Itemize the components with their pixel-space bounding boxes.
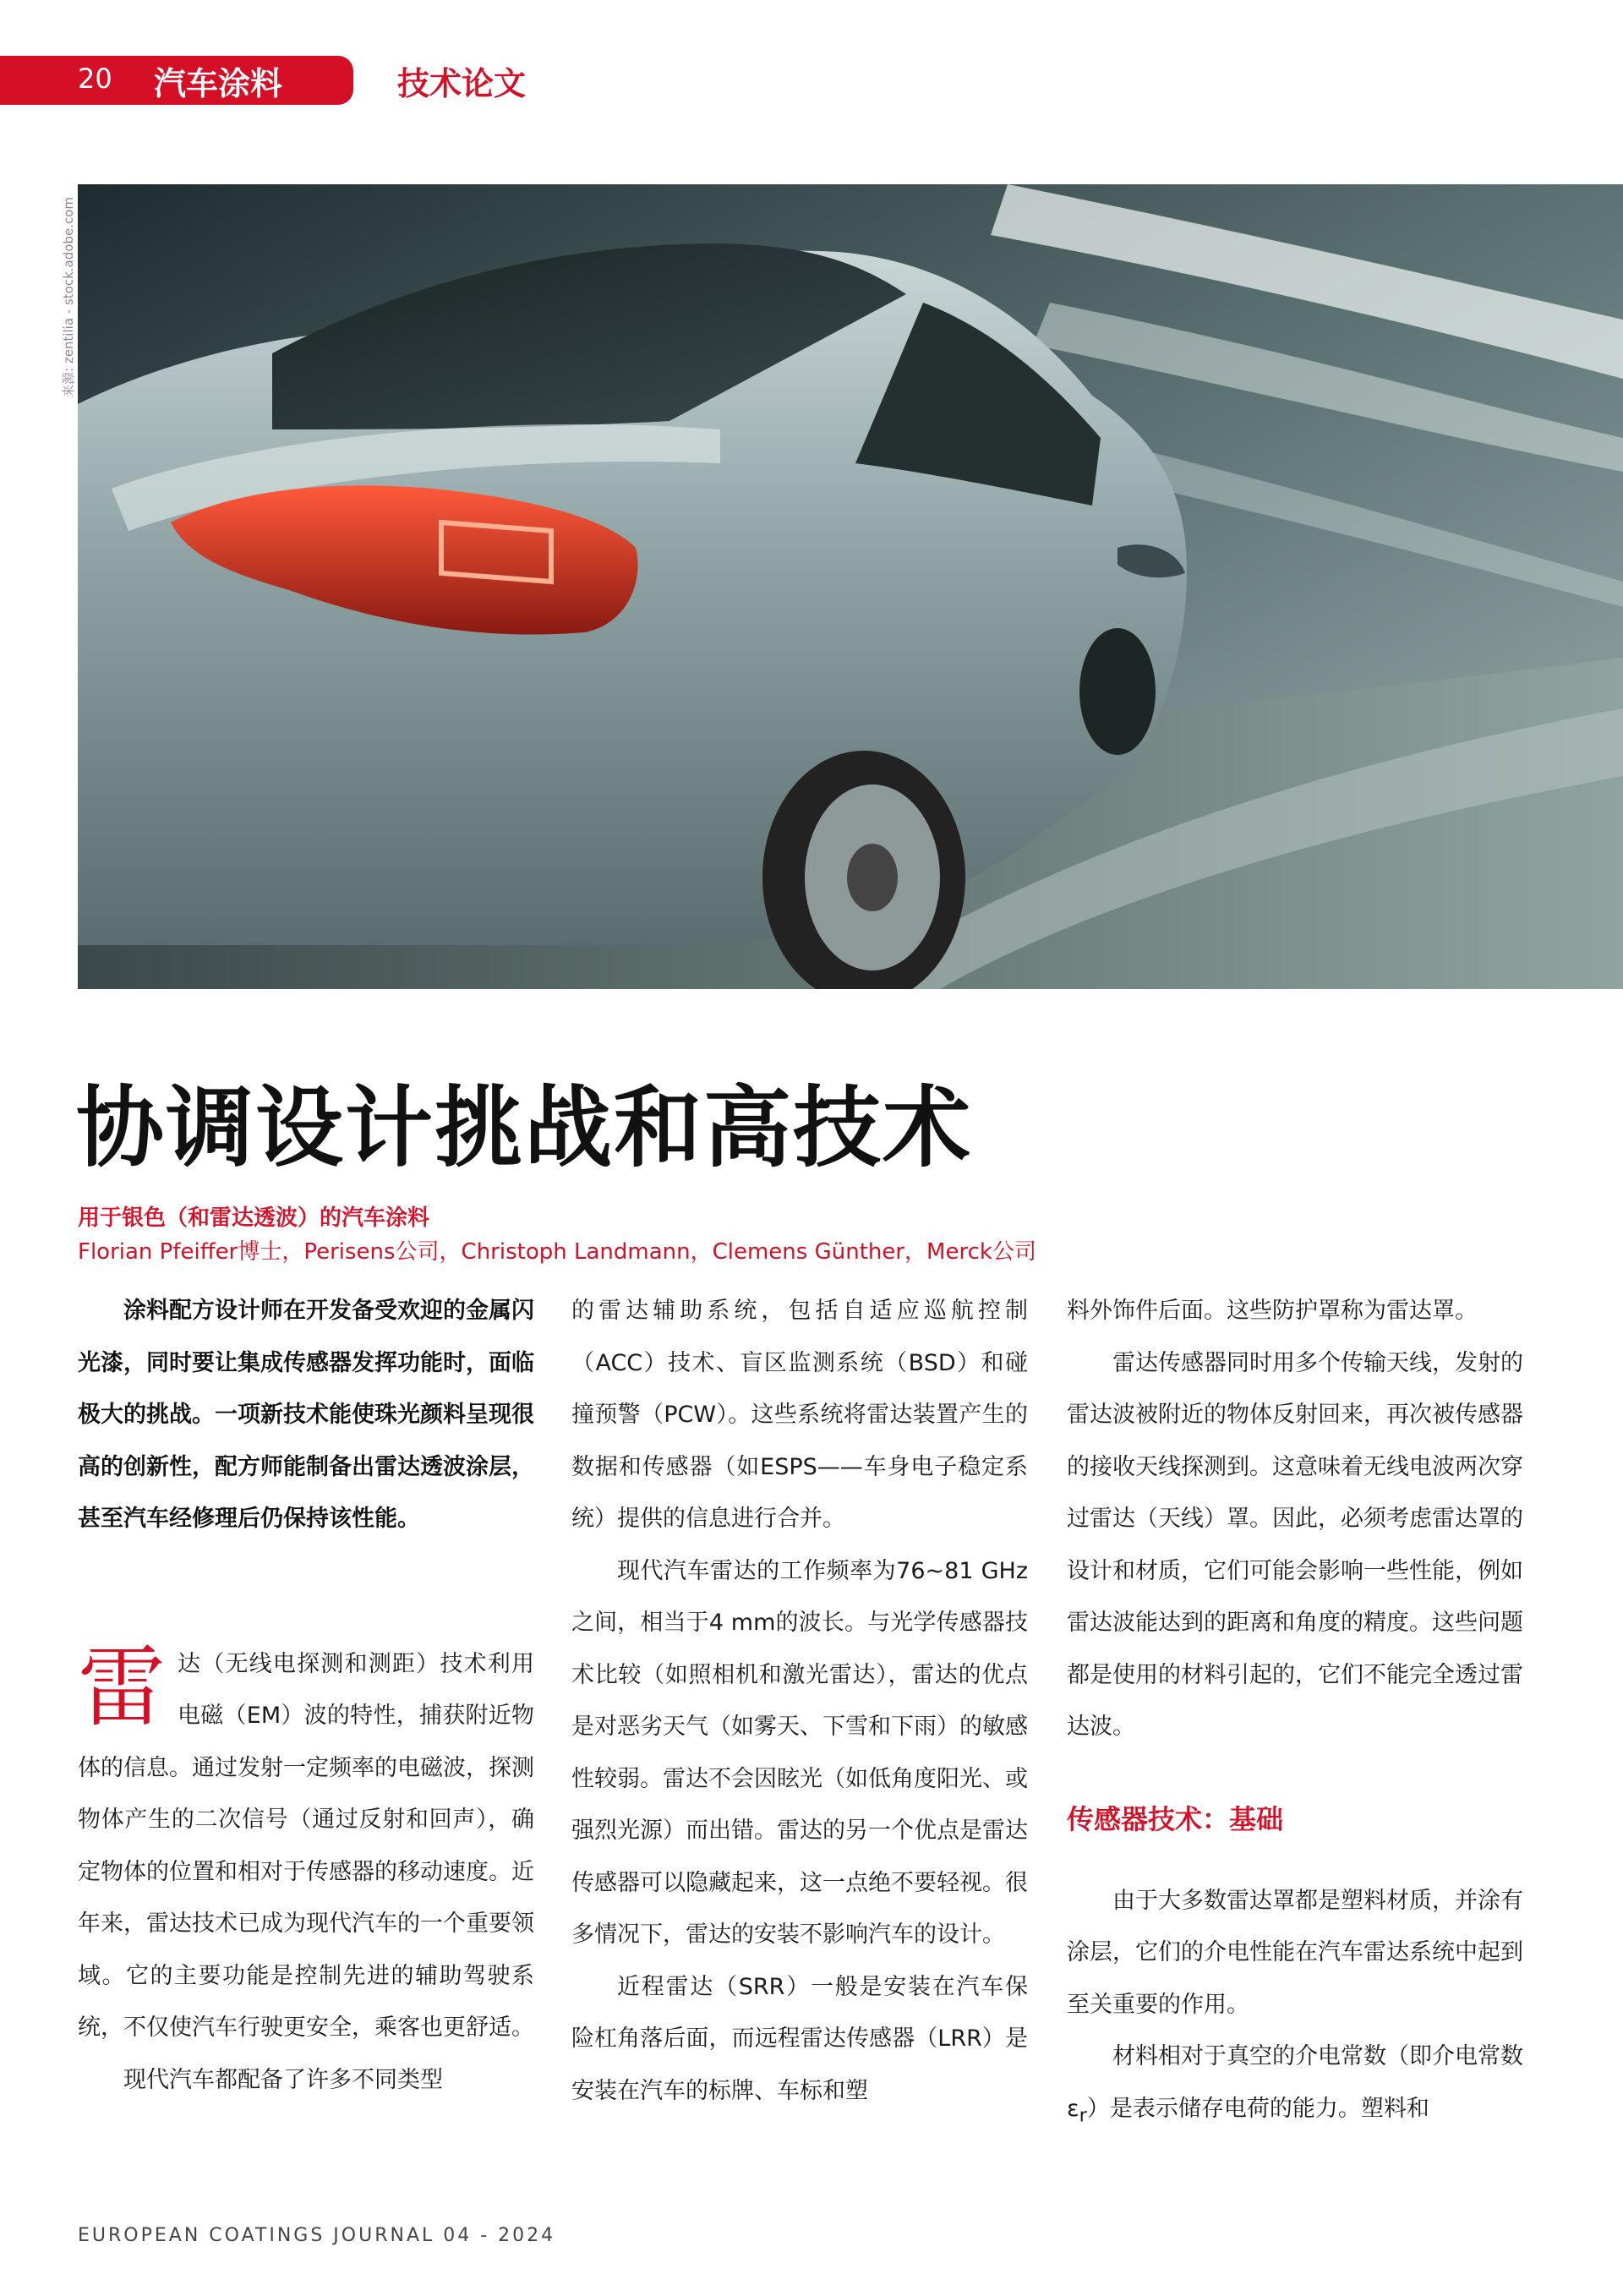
body-paragraph: 现代汽车雷达的工作频率为76~81 GHz之间，相当于4 mm的波长。与光学传感器技术比较（如照相机和激光雷达），雷达的优点是对恶劣天气（如雾天、下雪和下雨）的敏感性较弱。雷达不会因眩光（如低角度阳光、或强烈光源）而出错。雷达的另一个优点是雷达传感器可以隐藏起来，这一点绝不要轻视。很多情况下，雷达的安装不影响汽车的设计。 — [571, 1557, 1028, 1948]
footer-journal: EUROPEAN COATINGS JOURNAL 04 - 2024 — [78, 2225, 556, 2246]
car-illustration — [78, 184, 1623, 989]
dropcap-letter: 雷 — [78, 1635, 167, 1739]
subscript-r: r — [1079, 2103, 1087, 2126]
dropcap-paragraph — [78, 1635, 534, 2054]
image-credit — [59, 186, 76, 397]
section-label: 技术论文 — [397, 65, 527, 102]
page-number: 20 — [78, 63, 112, 95]
article-authors: Florian Pfeiffer博士，Perisens公司，Christoph Landmann，Clemens Günther，Merck公司 — [78, 1239, 1036, 1265]
lead-paragraph: 涂料配方设计师在开发备受欢迎的金属闪光漆，同时要让集成传感器发挥功能时，面临极大的挑战。一项新技术能使珠光颜料呈现很高的创新性，配方师能制备出雷达透波涂层，甚至汽车经修理后仍保持该性能。 — [78, 1298, 534, 1532]
body-paragraph: 雷达传感器同时用多个传输天线，发射的雷达波被附近的物体反射回来，再次被传感器的接收天线探测到。这意味着无线电波两次穿过雷达（天线）罩。因此，必须考虑雷达罩的设计和材质，它们可能会影响一些性能，例如雷达波能达到的距离和角度的精度。这些问题都是使用的材料引起的，它们不能完全透过雷达波。 — [1067, 1349, 1523, 1740]
magazine-name: 汽车涂料 — [154, 65, 283, 102]
section-heading: 传感器技术：基础 — [1067, 1802, 1284, 1835]
body-paragraph: 由于大多数雷达罩都是塑料材质，并涂有涂层，它们的介电性能在汽车雷达系统中起到至关重要的作用。 — [1067, 1887, 1523, 2018]
column-3 — [1067, 1285, 1523, 2141]
article-title: 协调设计挑战和高技术 — [76, 1076, 973, 1179]
article-subtitle: 用于银色（和雷达透波）的汽车涂料 — [78, 1205, 430, 1231]
body-paragraph — [1067, 2031, 1523, 2141]
body-text: 材料相对于真空的介电常数（即介电常数 ε — [1067, 2043, 1523, 2122]
lead-spacer — [78, 1545, 534, 1638]
column-2 — [571, 1285, 1028, 2117]
body-paragraph: 料外饰件后面。这些防护罩称为雷达罩。 — [1067, 1298, 1478, 1324]
hero-image — [78, 184, 1623, 989]
body-paragraph: 近程雷达（SRR）一般是安装在汽车保险杠角落后面，而远程雷达传感器（LRR）是安装在汽车的标牌、车标和塑 — [571, 1973, 1028, 2104]
body-paragraph: 现代汽车都配备了许多不同类型 — [123, 2066, 443, 2093]
body-text: 达（无线电探测和测距）技术利用电磁（EM）波的特性，捕获附近物体的信息。通过发射一定频率的电磁波，探测物体产生的二次信号（通过反射和回声），确定物体的位置和相对于传感器的移动速度。近年来，雷达技术已成为现代汽车的一个重要领域。它的主要功能是控制先进的辅助驾驶系统，不仅使汽车行驶更安全，乘客也更舒适。 — [78, 1650, 534, 2041]
column-1 — [78, 1285, 534, 2106]
body-paragraph: 的雷达辅助系统，包括自适应巡航控制（ACC）技术、盲区监测系统（BSD）和碰撞预警（PCW）。这些系统将雷达装置产生的数据和传感器（如ESPS——车身电子稳定系统）提供的信息进行合并。 — [571, 1298, 1028, 1532]
image-credit-text: 来源: zentilia - stock.adobe.com — [61, 197, 76, 397]
body-text: ）是表示储存电荷的能力。塑料和 — [1086, 2095, 1429, 2122]
